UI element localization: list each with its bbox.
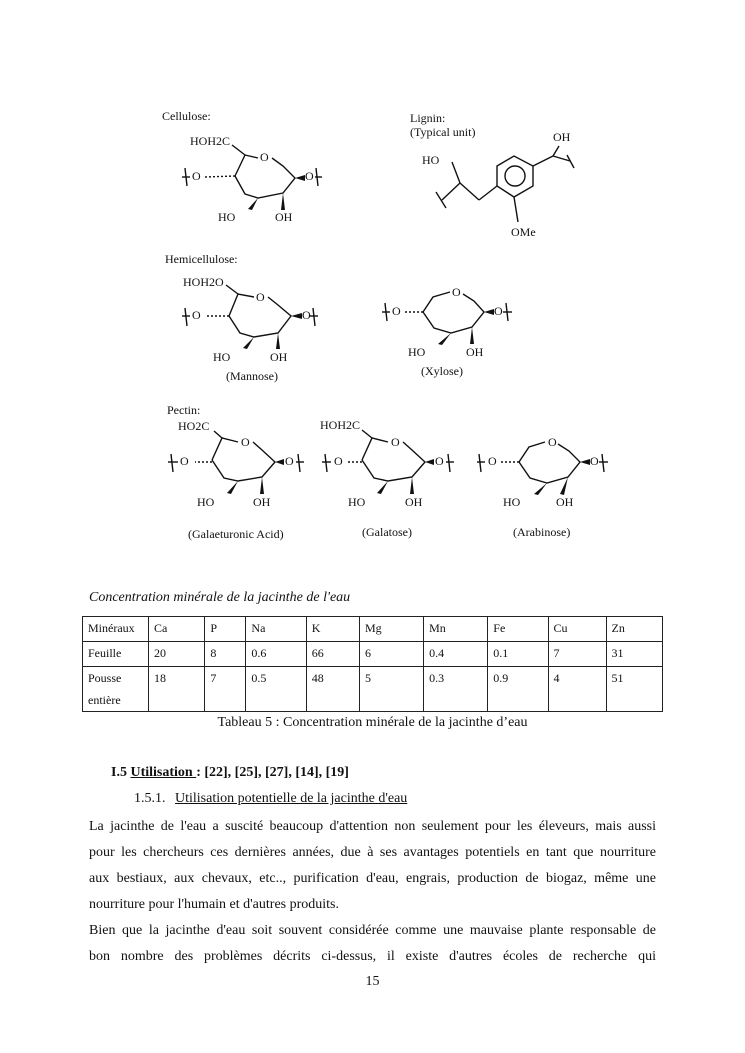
galacturonic-ho: HO xyxy=(197,495,215,509)
mannose-group: HOH2O xyxy=(183,275,224,289)
galacturonic-name: (Galaeturonic Acid) xyxy=(188,527,284,541)
galactose-right-o: O xyxy=(435,454,444,468)
table-row-label-line: Pousse xyxy=(88,671,122,685)
hemicellulose-title: Hemicellulose: xyxy=(165,252,238,266)
table-cell: 5 xyxy=(360,667,424,712)
table-row-label: Feuille xyxy=(83,642,149,667)
table-header-cell: Fe xyxy=(488,617,548,642)
paragraph-2 xyxy=(89,918,656,970)
table-cell: 7 xyxy=(548,642,606,667)
galacturonic-oh: OH xyxy=(253,495,271,509)
lignin-title: Lignin: xyxy=(410,111,446,125)
xylose-right-o: O xyxy=(494,304,503,318)
lignin-unit xyxy=(436,146,574,222)
table-cell: 51 xyxy=(606,667,662,712)
table-caption-above: Concentration minérale de la jacinthe de l'eau xyxy=(89,590,351,605)
galacturonic-group: HO2C xyxy=(178,419,210,433)
paragraph-line: aux bestiaux, aux chevaux, etc.., purification d'eau, engrais, production de biogaz, même une xyxy=(89,871,656,886)
mannose-name: (Mannose) xyxy=(226,369,278,383)
table-header-cell: Cu xyxy=(548,617,606,642)
table-header-cell: Minéraux xyxy=(83,617,149,642)
cellulose-ho: HO xyxy=(218,210,236,224)
table-cell: 0.6 xyxy=(246,642,306,667)
xylose-ring-o: O xyxy=(452,285,461,299)
arabinose-name: (Arabinose) xyxy=(513,525,571,539)
table-header-cell: Ca xyxy=(149,617,205,642)
cellulose-left-o: O xyxy=(192,169,201,183)
mannose-ho: HO xyxy=(213,350,231,364)
galactose-name: (Galatose) xyxy=(362,525,412,539)
arabinose-ring xyxy=(477,442,608,495)
table-cell: 7 xyxy=(205,667,246,712)
arabinose-left-o: O xyxy=(488,454,497,468)
table-cell: 48 xyxy=(306,667,359,712)
galacturonic-right-o: O xyxy=(285,454,294,468)
table-row-label xyxy=(83,667,149,712)
xylose-name: (Xylose) xyxy=(421,364,463,378)
table-header-cell: Mg xyxy=(360,617,424,642)
table-cell: 6 xyxy=(360,642,424,667)
table-cell: 0.1 xyxy=(488,642,548,667)
page-number: 15 xyxy=(365,974,380,989)
table-cell: 0.9 xyxy=(488,667,548,712)
table-row xyxy=(83,667,663,712)
table-cell: 0.5 xyxy=(246,667,306,712)
table-cell: 18 xyxy=(149,667,205,712)
table-header-cell: K xyxy=(306,617,359,642)
galactose-oh: OH xyxy=(405,495,423,509)
table-cell: 66 xyxy=(306,642,359,667)
section-heading xyxy=(111,765,349,781)
mineral-table xyxy=(82,616,663,712)
subsection-title: Utilisation potentielle de la jacinthe d'eau xyxy=(175,791,408,806)
galactose-left-o: O xyxy=(334,454,343,468)
arabinose-ring-o: O xyxy=(548,435,557,449)
lignin-ome: OMe xyxy=(511,225,536,239)
cellulose-group: HOH2C xyxy=(190,134,231,148)
table-cell: 0.4 xyxy=(424,642,488,667)
galacturonic-left-o: O xyxy=(180,454,189,468)
table-row xyxy=(83,642,663,667)
mannose-oh: OH xyxy=(270,350,288,364)
arabinose-oh: OH xyxy=(556,495,574,509)
lignin-oh: OH xyxy=(553,130,571,144)
table-cell: 4 xyxy=(548,667,606,712)
paragraph-line: pour les chercheurs ces dernières années, due à ses avantages potentiels en tant que nourriture xyxy=(89,845,656,860)
table-cell: 20 xyxy=(149,642,205,667)
xylose-left-o: O xyxy=(392,304,401,318)
mannose-ring xyxy=(182,285,318,349)
galactose-ring-o: O xyxy=(391,435,400,449)
mannose-ring-o: O xyxy=(256,290,265,304)
cellulose-ring xyxy=(182,145,322,210)
mannose-right-o: O xyxy=(302,308,311,322)
table-header-row xyxy=(83,617,663,642)
section-refs: : [22], [25], [27], [14], [19] xyxy=(196,765,349,780)
xylose-oh: OH xyxy=(466,345,484,359)
arabinose-right-o: O xyxy=(590,454,599,468)
subsection-heading xyxy=(134,791,407,807)
table-header-cell: Mn xyxy=(424,617,488,642)
xylose-ho: HO xyxy=(408,345,426,359)
table-header-cell: Zn xyxy=(606,617,662,642)
table-cell: 0.3 xyxy=(424,667,488,712)
paragraph-line: La jacinthe de l'eau a suscité beaucoup d'attention non seulement pour les éleveurs, mais aussi xyxy=(89,819,656,834)
section-title: Utilisation xyxy=(130,765,197,780)
lignin-ho: HO xyxy=(422,153,440,167)
cellulose-title: Cellulose: xyxy=(162,109,211,123)
table-header-cell: Na xyxy=(246,617,306,642)
subsection-number: 1.5.1. xyxy=(134,791,166,806)
section-number: I.5 xyxy=(111,765,127,780)
cellulose-ring-o: O xyxy=(260,150,269,164)
table-row-label-line: entière xyxy=(88,693,121,707)
mannose-left-o: O xyxy=(192,308,201,322)
paragraph-line: nourriture pour l'humain et d'autres produits. xyxy=(89,897,339,912)
galacturonic-ring-o: O xyxy=(241,435,250,449)
cellulose-right-o: O xyxy=(305,169,314,183)
xylose-ring xyxy=(382,292,512,345)
paragraph-1 xyxy=(89,814,656,918)
table-cell: 31 xyxy=(606,642,662,667)
table-cell: 8 xyxy=(205,642,246,667)
galactose-group: HOH2C xyxy=(320,418,361,432)
cellulose-oh: OH xyxy=(275,210,293,224)
paragraph-line: Bien que la jacinthe d'eau soit souvent considérée comme une mauvaise plante responsable de xyxy=(89,923,656,938)
lignin-subtitle: (Typical unit) xyxy=(410,125,476,139)
table-caption-below: Tableau 5 : Concentration minérale de la jacinthe d’eau xyxy=(217,715,528,730)
table-header-cell: P xyxy=(205,617,246,642)
pectin-title: Pectin: xyxy=(167,403,201,417)
arabinose-ho: HO xyxy=(503,495,521,509)
paragraph-line: bon nombre des problèmes décrits ci-dessus, il existe d'autres écoles de recherche qui xyxy=(89,949,656,964)
galactose-ho: HO xyxy=(348,495,366,509)
